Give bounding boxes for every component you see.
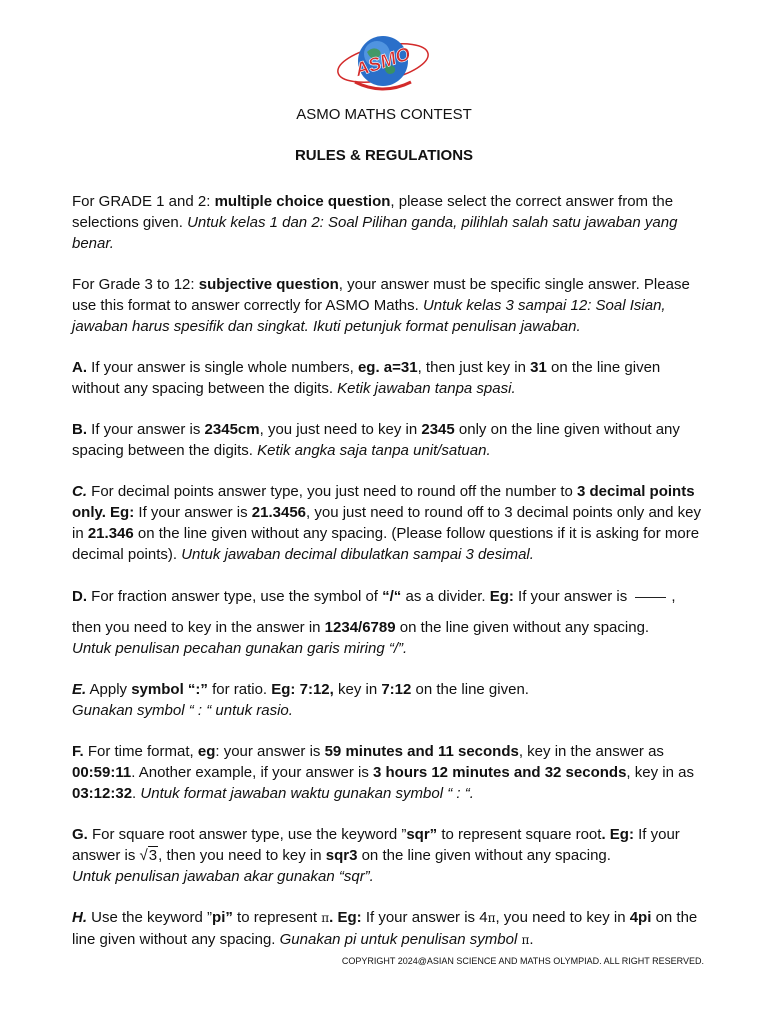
rule-label: C.	[72, 483, 87, 500]
italic-text: Ketik jawaban tanpa spasi.	[337, 380, 516, 397]
text: , key in the answer as	[518, 743, 664, 760]
bold-text: 3 decimal points only. Eg:	[72, 483, 695, 521]
square-root-symbol	[140, 845, 159, 866]
bold-text: Eg:	[271, 681, 296, 698]
text: on the line given without any spacing. (Please follow questions if it is asking for more decimal points).	[72, 525, 700, 563]
bold-text: sqr3	[325, 847, 358, 864]
text: on the line given without any spacing.	[395, 619, 650, 636]
text: only on the line given without any spacing between the digits.	[72, 421, 680, 459]
bold-text: 7:12	[381, 681, 412, 698]
intro-grade-1-2	[72, 191, 702, 254]
contest-title: ASMO MATHS CONTEST	[296, 106, 472, 123]
rules-title: RULES & REGULATIONS	[294, 147, 474, 164]
text: , your answer must be specific single answer. Please use this format to answer correctly for ASMO Maths.	[72, 276, 690, 314]
rule-label: G.	[72, 826, 88, 843]
text: as a divider.	[401, 588, 490, 605]
bold-text: 4pi	[629, 909, 652, 926]
text: for ratio.	[207, 681, 272, 698]
text: If your answer is single whole numbers,	[87, 359, 358, 376]
text: . Another example, if your answer is	[131, 764, 373, 781]
italic-text: Untuk format jawaban waktu gunakan symbol “ : “.	[140, 785, 474, 802]
text: Use the keyword ”	[87, 909, 213, 926]
text: to represent square root	[437, 826, 602, 843]
bold-text: pi”	[212, 909, 233, 926]
text: Apply	[86, 681, 132, 698]
bold-text: multiple choice question	[214, 193, 391, 210]
text: on the line given without any spacing.	[72, 909, 698, 948]
text: , you just need to key in	[259, 421, 422, 438]
text: on the line given.	[411, 681, 529, 698]
text: If your answer is	[87, 421, 205, 438]
bold-text: . Eg:	[329, 909, 362, 926]
pi-symbol: π	[487, 911, 496, 925]
rule-label: E.	[72, 681, 87, 698]
rule-e	[72, 679, 702, 721]
text: ,	[671, 588, 676, 605]
pi-symbol: π	[521, 933, 530, 947]
bold-text: 21.3456	[251, 504, 307, 521]
text: to represent	[232, 909, 322, 926]
bold-text: . Eg:	[601, 826, 634, 843]
italic-text: Untuk kelas 3 sampai 12: Soal Isian, jawaban harus spesifik dan singkat. Ikuti petunjuk format penulisan jawaban.	[72, 297, 666, 335]
rule-label: B.	[72, 421, 87, 438]
text: If your answer is	[513, 588, 632, 605]
bold-text: sqr”	[406, 826, 438, 843]
rule-d	[72, 586, 702, 607]
sqrt-radicand: 3	[148, 847, 158, 864]
bold-text: 00:59:11	[72, 764, 132, 781]
rule-label: D.	[72, 588, 87, 605]
text: on the line given without any spacing between the digits.	[72, 359, 661, 397]
text: key in	[333, 681, 382, 698]
italic-text: Untuk penulisan jawaban akar gunakan “sqr”.	[72, 868, 374, 885]
text: .	[132, 785, 141, 802]
rule-b	[72, 419, 702, 461]
rule-c	[72, 481, 702, 565]
bold-text: symbol “:”	[131, 681, 208, 698]
text: For GRADE 1 and 2:	[72, 193, 215, 210]
italic-text: Gunakan symbol “ : “ untuk rasio.	[72, 702, 293, 719]
bold-text: 2345cm	[204, 421, 260, 438]
text: If your answer is 4	[361, 909, 488, 926]
italic-text: Untuk kelas 1 dan 2: Soal Pilihan ganda, pilihlah salah satu jawaban yang benar.	[72, 214, 678, 252]
bold-text: 59 minutes and 11 seconds	[324, 743, 519, 760]
bold-text: Eg:	[489, 588, 514, 605]
rule-label: A.	[72, 359, 87, 376]
rule-label: F.	[72, 743, 84, 760]
intro-grade-3-12	[72, 274, 702, 337]
text: For square root answer type, use the keyword ”	[87, 826, 407, 843]
text: If your answer is	[134, 504, 252, 521]
text: , key in as	[626, 764, 694, 781]
bold-text: “/“	[382, 588, 402, 605]
text: If your answer is	[72, 826, 680, 864]
text: For fraction answer type, use the symbol of	[87, 588, 383, 605]
rules-content	[72, 191, 702, 951]
asmo-logo	[333, 30, 433, 96]
text: For time format,	[83, 743, 198, 760]
bold-text: eg. a=31	[357, 359, 418, 376]
copyright-footer: COPYRIGHT 2024@ASIAN SCIENCE AND MATHS OLYMPIAD. ALL RIGHT RESERVED.	[341, 956, 704, 966]
text: : your answer is	[215, 743, 325, 760]
bold-text: eg	[197, 743, 216, 760]
bold-text: 31	[530, 359, 547, 376]
text: then you need to key in the answer in	[72, 619, 325, 636]
italic-text: Untuk jawaban decimal dibulatkan sampai 3 desimal.	[181, 546, 534, 563]
bold-text: 21.346	[87, 525, 134, 542]
pi-symbol: π	[321, 911, 330, 925]
bold-text: 2345	[421, 421, 455, 438]
bold-text: subjective question	[198, 276, 339, 293]
text: For Grade 3 to 12:	[72, 276, 199, 293]
rule-g	[72, 824, 702, 887]
italic-text: Untuk penulisan pecahan gunakan garis miring “/”.	[72, 640, 408, 657]
text: , please select the correct answer from the selections given.	[72, 193, 674, 231]
sqrt-sign: √	[139, 847, 148, 864]
rule-a	[72, 357, 702, 399]
rule-d-continued	[72, 617, 702, 659]
text: , you just need to round off to 3 decimal points only and key in	[72, 504, 701, 542]
text: , you need to key in	[495, 909, 630, 926]
rule-label: H.	[72, 909, 87, 926]
rule-f	[72, 741, 702, 804]
text: .	[529, 931, 534, 948]
italic-text: Gunakan pi untuk penulisan symbol	[279, 931, 522, 948]
text: For decimal points answer type, you just need to round off the number to	[87, 483, 577, 500]
fraction-bar	[635, 597, 666, 598]
bold-text: 1234/6789	[324, 619, 396, 636]
logo-text: ASMO	[352, 43, 414, 82]
bold-text: 03:12:32	[72, 785, 133, 802]
italic-text: Ketik angka saja tanpa unit/satuan.	[257, 442, 491, 459]
rule-h	[72, 907, 702, 951]
text: on the line given without any spacing.	[357, 847, 611, 864]
bold-text: 3 hours 12 minutes and 32 seconds	[373, 764, 627, 781]
text: , then just key in	[417, 359, 531, 376]
text: , then you need to key in	[158, 847, 326, 864]
bold-text: 7:12,	[299, 681, 334, 698]
